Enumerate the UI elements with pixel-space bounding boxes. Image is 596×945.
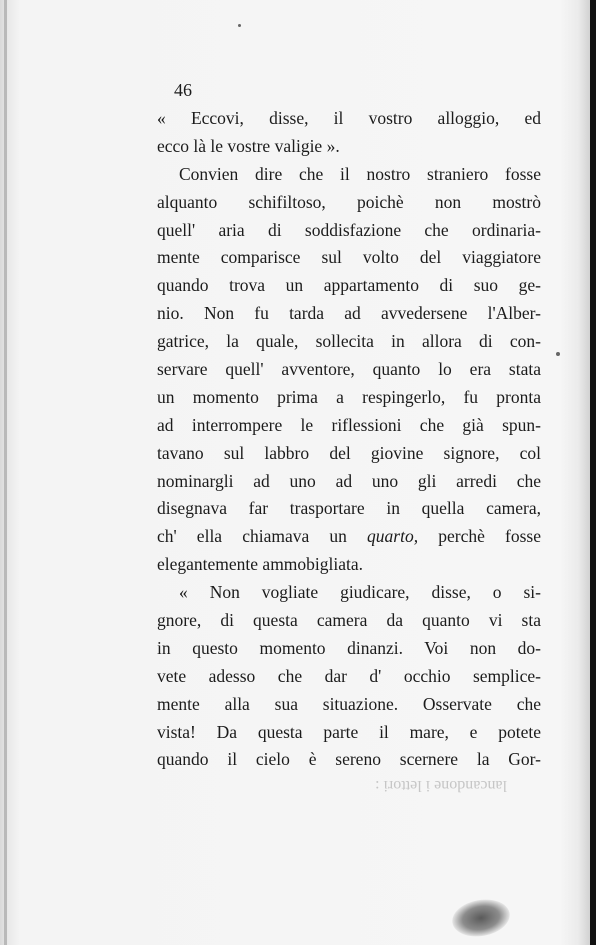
text-line: un momento prima a respingerlo, fu pronta <box>157 386 541 407</box>
text-line: tavano sul labbro del giovine signore, col <box>157 442 541 463</box>
text-line: Convien dire che il nostro straniero fosse <box>179 163 541 184</box>
ink-stain <box>449 895 512 941</box>
bleed-through-text: lancandone i lettori : <box>375 777 507 794</box>
text-line: servare quell' avventore, quanto lo era stata <box>157 359 541 380</box>
text-line: ecco là le vostre valigie ». <box>157 135 340 156</box>
text-line: nio. Non fu tarda ad avvedersene l'Alber- <box>157 303 541 324</box>
text-line: ad interrompere le riflessioni che già spun- <box>157 414 541 435</box>
text-line: quell' aria di soddisfazione che ordinaria- <box>157 219 541 240</box>
text-line: quando il cielo è sereno scernere la Gor- <box>157 749 541 770</box>
paper-speck <box>556 352 560 356</box>
text-line: alquanto schifiltoso, poichè non mostrò <box>157 191 541 212</box>
text-line-with-italic <box>157 523 541 551</box>
text-line: gatrice, la quale, sollecita in allora di con- <box>157 331 541 352</box>
text-line: « Eccovi, disse, il vostro alloggio, ed <box>157 108 541 128</box>
text-line: elegantemente ammobigliata. <box>157 554 364 575</box>
text-line: in questo momento dinanzi. Voi non do- <box>157 637 541 658</box>
paper-speck <box>238 24 241 27</box>
text-segment: perchè fosse <box>418 526 541 547</box>
text-line: mente alla sua situazione. Osservate che <box>157 693 541 714</box>
page-edge-shadow <box>590 0 596 945</box>
page-number: 46 <box>174 80 192 100</box>
italic-word: quarto, <box>367 526 419 547</box>
text-segment: ch' ella chiamava un <box>157 526 368 547</box>
text-line: « Non vogliate giudicare, disse, o si- <box>179 582 541 603</box>
text-line: disegnava far trasportare in quella camera, <box>157 498 541 519</box>
text-line: mente comparisce sul volto del viaggiatore <box>157 247 541 268</box>
text-line: nominargli ad uno ad uno gli arredi che <box>157 470 541 491</box>
page-gutter <box>4 0 7 945</box>
text-line: vista! Da questa parte il mare, e potete <box>157 721 541 742</box>
page-text <box>157 77 541 774</box>
text-line: gnore, di questa camera da quanto vi sta <box>157 610 541 631</box>
text-line: quando trova un appartamento di suo ge- <box>157 275 541 296</box>
text-line: vete adesso che dar d' occhio semplice- <box>157 665 541 686</box>
